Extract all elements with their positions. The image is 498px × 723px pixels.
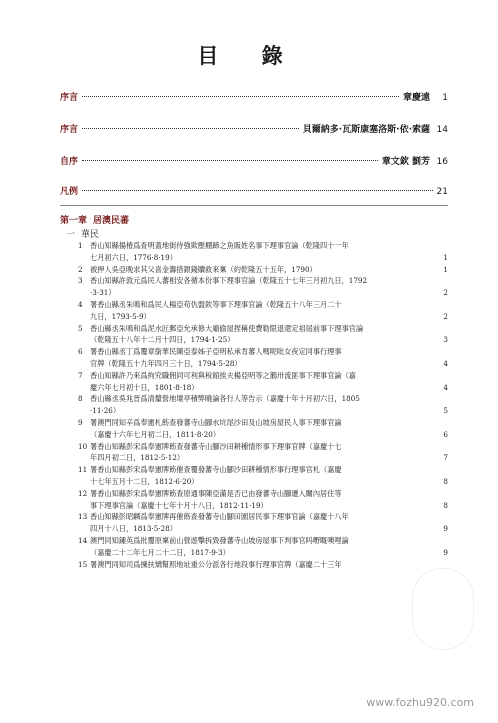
- section-title: 華民: [81, 230, 100, 240]
- entry-page: 1: [443, 264, 448, 274]
- entry-number: 12: [78, 488, 88, 498]
- chapter-heading: [60, 213, 135, 226]
- entry-number: 5: [78, 323, 83, 333]
- toc-entry[interactable]: [78, 346, 448, 370]
- toc-entry[interactable]: [78, 488, 448, 512]
- front-matter-label: 凡例: [60, 187, 79, 197]
- entry-text: 事下理事官論（嘉慶十七年十月十八日，1812·11·19）: [90, 500, 268, 510]
- toc-entry[interactable]: [78, 393, 448, 417]
- leader-dots: [82, 190, 433, 191]
- entry-text: 香山知縣許敦元爲民人蕃相安各循本份事下理事官論（乾隆五十七年三月初九日，1792: [90, 276, 368, 286]
- entry-page: 4: [443, 382, 448, 392]
- entry-number: 14: [78, 535, 88, 545]
- entry-text: 香山知縣許乃來爲拘究職佣同可利與稅館挨夫楊亞明等之鵝卅流匪事下理事官論（嘉: [90, 370, 356, 380]
- entry-number: 11: [78, 465, 88, 475]
- entry-text: 年四月初二日，1812·5·12）: [90, 453, 185, 463]
- toc-entry[interactable]: [78, 417, 448, 441]
- entry-text: （乾隆五十八年十二月十四日，1794·1·25）: [90, 335, 235, 345]
- entry-number: 7: [78, 370, 83, 380]
- entry-page: 9: [443, 547, 448, 557]
- front-matter-row[interactable]: [60, 156, 448, 168]
- entry-page: 3: [443, 335, 448, 345]
- toc-entry[interactable]: [78, 240, 448, 264]
- toc-entry[interactable]: [78, 275, 448, 299]
- front-matter-author: 貝爾納多·瓦斯康塞洛斯·依·索薩: [302, 125, 430, 135]
- toc-entry[interactable]: [78, 323, 448, 347]
- watermark: www.fozhu920.com: [366, 696, 474, 709]
- section-heading: [66, 227, 105, 240]
- toc-entries: [78, 240, 448, 570]
- entry-text: 四月十八日，1813·5·28）: [90, 524, 177, 534]
- leader-dots: [82, 128, 299, 129]
- toc-entry[interactable]: [78, 370, 448, 394]
- front-matter-row[interactable]: [60, 186, 448, 198]
- entry-number: 15: [78, 559, 88, 569]
- entry-text: 慶六年七月初十日，1801·8·18）: [90, 382, 199, 392]
- entry-text: ·3·31）: [90, 288, 116, 298]
- entry-text: 十七年五月十二日，1812·6·20）: [90, 476, 199, 486]
- entry-text: 署香山知縣彭宋爲奉憲牌飭查原通事陳亞滿是否已由發蕃寺山腳遷入關內居住等: [90, 488, 342, 498]
- chapter-number: 第一章: [60, 216, 88, 226]
- entry-number: 9: [78, 417, 83, 427]
- toc-entry[interactable]: [78, 464, 448, 488]
- toc-entry[interactable]: [78, 441, 448, 465]
- entry-text: 署香山知縣彭宋爲奉憲牌飭催查覆發蕃寺山腳沙田耕種情形事行理事官札（嘉慶: [90, 465, 342, 475]
- entry-text: 七月初六日，1776·8·19）: [90, 252, 177, 262]
- entry-text: 澳門同知鍾英爲批覆原稟前山營遊擊拆毀發蕃寺山坡房屋事下判事官吗嘢嘅噢哩論: [90, 535, 349, 545]
- leader-dots: [82, 160, 378, 161]
- chapter-title: 居澳民蕃: [93, 216, 130, 226]
- entry-number: 3: [78, 276, 83, 286]
- front-matter-page: 16: [436, 157, 448, 167]
- toc-entry[interactable]: [78, 264, 448, 276]
- front-matter-author: 章慶遠: [402, 93, 430, 103]
- entry-text: 香山縣丞朱鳴和爲泥水匠郵亞允承修大廟偷屋捏稱使費勒限退還定祖屆前事下理事官論: [90, 323, 364, 333]
- entry-text: 香山知縣揚椿爲查明蓋地街侍強欺壓棚蹄之魚販姓名事下理事官論（乾隆四十一年: [90, 241, 349, 250]
- entry-page: 6: [443, 429, 448, 439]
- entry-text: （嘉慶十六年七月初二日，1811·8·20）: [90, 429, 221, 439]
- leader-dots: [82, 96, 399, 97]
- toc-entry[interactable]: [78, 299, 448, 323]
- entry-text: 署香山縣丞朱鳴和爲民人楊亞苟仇盟欽等事下理事官論（乾隆五十八年三月二十: [90, 299, 342, 309]
- entry-text: 香山縣丞吳兆晉爲清釐營地壇亭積弊曉論各行人等告示（嘉慶十年十月初六日，1805: [90, 394, 360, 404]
- entry-text: 署澳門同知辛爲奉憲札飭查發蕃寺山腳水坑尾沙田及山坡房屋民人事下理事官論: [90, 417, 342, 427]
- front-matter-page: 14: [436, 125, 448, 135]
- entry-text: 署香山縣丞丁爲覆章銜華民陳亞泰姊子亞明私承肯蕃人嗎呢吡女夜定同事行理事: [90, 347, 342, 357]
- front-matter-author: 章文欽 劉芳: [381, 157, 430, 167]
- front-matter-row[interactable]: [60, 124, 448, 136]
- entry-number: 4: [78, 299, 83, 309]
- entry-page: 2: [443, 288, 448, 298]
- seal-mark: [412, 568, 474, 650]
- entry-text: ·11·26）: [90, 406, 121, 416]
- entry-text: 九日，1793·5·9）: [90, 311, 151, 321]
- front-matter-label: 自序: [60, 157, 79, 167]
- entry-number: 8: [78, 394, 83, 404]
- entry-text: 被押人吳亞晚求其父喜金籌措銀錢贖救來稟（約乾隆五十五年，1790）: [90, 264, 317, 274]
- toc-entry[interactable]: [78, 511, 448, 535]
- entry-page: 9: [443, 524, 448, 534]
- entry-page: 1: [443, 252, 448, 262]
- entry-number: 1: [78, 241, 83, 250]
- page-title: 目 錄: [197, 44, 301, 68]
- front-matter-label: 序言: [60, 93, 79, 103]
- entry-number: 10: [78, 441, 88, 451]
- entry-page: 5: [443, 406, 448, 416]
- entry-number: 13: [78, 512, 88, 522]
- entry-page: 8: [443, 476, 448, 486]
- entry-number: 6: [78, 347, 83, 357]
- section-number: 一: [66, 230, 76, 240]
- entry-number: 2: [78, 264, 83, 274]
- entry-page: 8: [443, 500, 448, 510]
- divider: [60, 205, 448, 206]
- entry-text: 香山知縣彭昭麟爲奉憲牌再催飭查發蕃寺山腳田園居民事下理事官論（嘉慶十八年: [90, 512, 349, 522]
- toc-entry[interactable]: [78, 535, 448, 559]
- entry-page: 7: [443, 453, 448, 463]
- entry-text: 官牌（乾隆五十九年四月三十日，1794·5·28）: [90, 358, 242, 368]
- entry-text: 署香山知縣彭宋爲奉憲牌飭查發蕃寺山腳沙田耕種情形事下理事官牌（嘉慶十七: [90, 441, 342, 451]
- entry-page: 4: [443, 358, 448, 368]
- front-matter-label: 序言: [60, 125, 79, 135]
- toc-entry[interactable]: [78, 559, 448, 571]
- front-matter-row[interactable]: [60, 92, 448, 104]
- entry-text: （嘉慶二十二年七月二十二日，1817·9·3）: [90, 547, 230, 557]
- entry-page: 2: [443, 311, 448, 321]
- front-matter-page: 1: [442, 93, 448, 103]
- entry-text: 署澳門同知司爲揀扶矯幫照地址重公分派各行地段事行理事官牌（嘉慶二十三年: [90, 559, 342, 569]
- front-matter-page: 21: [436, 187, 448, 197]
